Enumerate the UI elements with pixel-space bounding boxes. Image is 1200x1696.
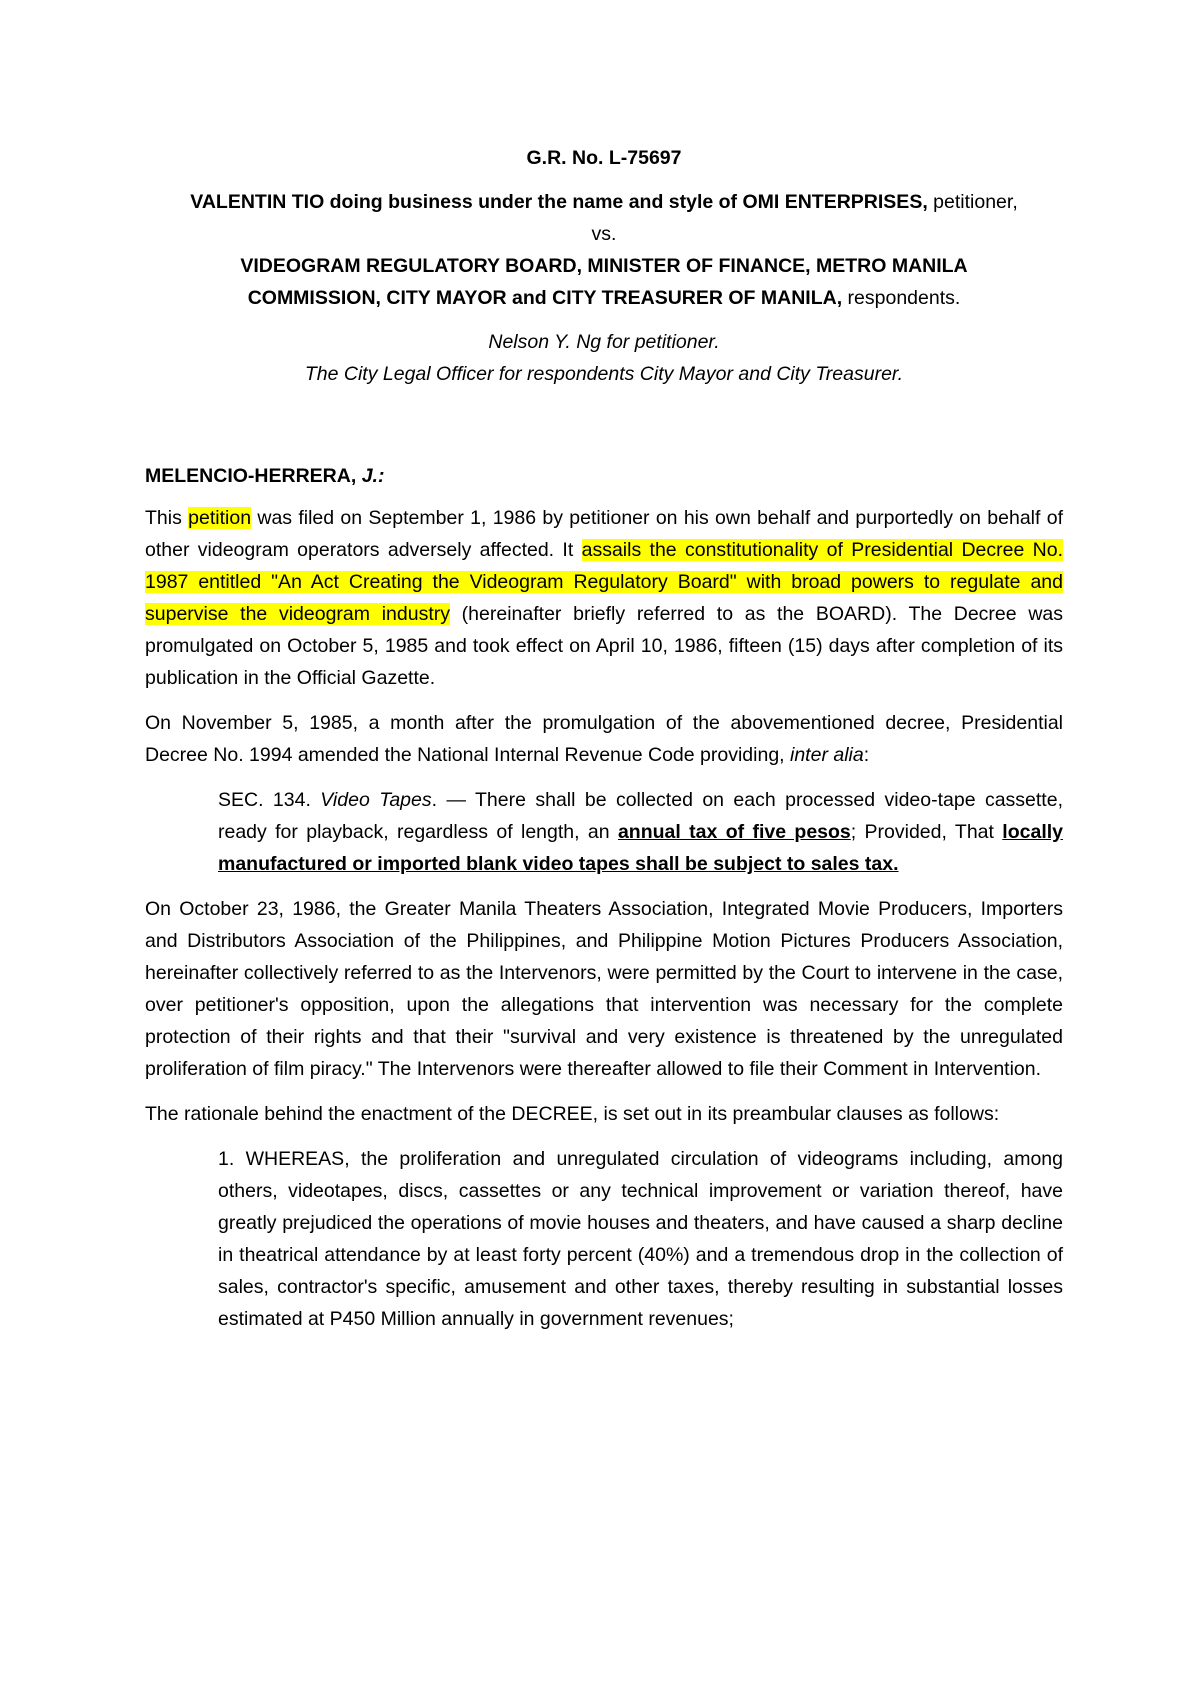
petitioner-role: petitioner,	[933, 191, 1018, 213]
paragraph-2-text-b: :	[863, 744, 870, 766]
petitioner-name: VALENTIN TIO doing business under the name and style of OMI ENTERPRISES,	[190, 191, 928, 213]
highlight-petition: petition	[188, 507, 252, 529]
quote-1-text-c: ; Provided, That	[850, 821, 1003, 843]
petitioner-line	[145, 186, 1063, 218]
quote-1-italic: Video Tapes	[320, 789, 432, 811]
versus: vs.	[591, 223, 617, 245]
counsel-block	[145, 326, 1063, 390]
case-parties	[145, 186, 1063, 314]
paragraph-1	[145, 502, 1063, 694]
respondents-role: respondents.	[847, 287, 961, 309]
respondents-line	[145, 250, 1063, 314]
paragraph-2-text-a: On November 5, 1985, a month after the promulgation of the abovementioned decree, Presidential Decree No. 1994 amended the National Internal Revenue Code providing,	[145, 712, 1063, 766]
paragraph-4: The rationale behind the enactment of the DECREE, is set out in its preambular clauses as follows:	[145, 1103, 1000, 1125]
paragraph-3: On October 23, 1986, the Greater Manila Theaters Association, Integrated Movie Producers, Importers and Distributors Association of the Philippines, and Philippine Motion Pictures Producers Association, hereinafter collectively referred to as the Intervenors, were permitted by the Court to intervene in the case, over petitioner's opposition, upon the allegations that intervention was necessary for the complete protection of their rights and that their "survival and very existence is threatened by the unregulated proliferation of film piracy." The Intervenors were thereafter allowed to file their Comment in Intervention.	[145, 898, 1063, 1080]
quote-sec-134	[218, 784, 1063, 880]
respondents-name: VIDEOGRAM REGULATORY BOARD, MINISTER OF FINANCE, METRO MANILA COMMISSION, CITY MAYOR and CITY TREASURER OF MANILA,	[240, 255, 968, 309]
ponente-title: J.:	[361, 465, 385, 487]
document-body	[145, 142, 1063, 1348]
paragraph-1-text-b: was filed on September 1, 1986 by petitioner on his own behalf and purportedly on behalf of other videogram operators adversely affected. It	[145, 507, 1063, 561]
quote-1-text-a: SEC. 134.	[218, 789, 321, 811]
quote-whereas-1: 1. WHEREAS, the proliferation and unregulated circulation of videograms including, among others, videotapes, discs, cassettes or any technical improvement or variation thereof, have greatly prejudiced the operations of movie houses and theaters, and have caused a sharp decline in theatrical attendance by at least forty percent (40%) and a tremendous drop in the collection of sales, contractor's specific, amusement and other taxes, thereby resulting in substantial losses estimated at P450 Million annually in government revenues;	[218, 1148, 1063, 1330]
paragraph-2-italic: inter alia	[790, 744, 864, 766]
ponente	[145, 460, 1063, 492]
paragraph-2	[145, 707, 1063, 771]
paragraph-1-text-c: (hereinafter briefly referred to as the BOARD). The Decree was promulgated on October 5, 1985 and took effect on April 10, 1986, fifteen (15) days after completion of its publication in the Official Gazette.	[145, 603, 1063, 689]
quote-1-text-b: . — There shall be collected on each processed video-tape cassette, ready for playback, regardless of length, an	[218, 789, 1063, 843]
underline-sales-tax: locally manufactured or imported blank video tapes shall be subject to sales tax.	[218, 821, 1063, 875]
ponente-name: MELENCIO-HERRERA,	[145, 465, 357, 487]
highlight-assails: assails the constitutionality of Presidential Decree No. 1987 entitled "An Act Creating the Videogram Regulatory Board" with broad powers to regulate and supervise the videogram industry	[145, 539, 1063, 625]
case-number: G.R. No. L-75697	[526, 147, 682, 169]
underline-annual-tax: annual tax of five pesos	[617, 821, 851, 843]
counsel-petitioner: Nelson Y. Ng for petitioner.	[488, 331, 720, 353]
paragraph-1-text-a: This	[145, 507, 189, 529]
counsel-respondents: The City Legal Officer for respondents City Mayor and City Treasurer.	[304, 363, 904, 385]
